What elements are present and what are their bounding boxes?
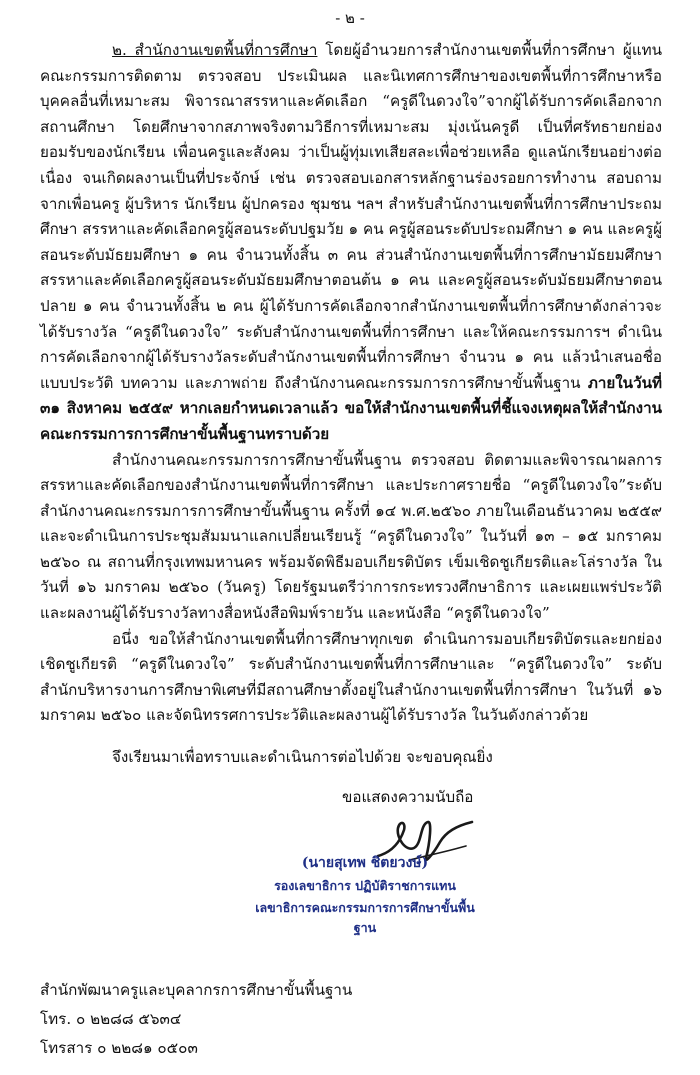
section-body-text: โดยผู้อำนวยการสำนักงานเขตพื้นที่การศึกษา ผู้แทนคณะกรรมการติดตาม ตรวจสอบ ประเมินผล และนิเทศการศึกษาของเขตพื้นที่การศึกษาหรือบุคคลอื่นที่เหมาะสม พิจารณาสรรหาและคัดเลือก “ครูดีในดวงใจ”จากผู้ได้รับการคัดเลือกจากสถานศึกษา โดยศึกษาจากสภาพจริงตามวิธีการที่เหมาะสม มุ่งเน้นครูดี เป็นที่ศรัทธายกย่องยอมรับของนักเรียน เพื่อนครูและสังคม ว่าเป็นผู้ทุ่มเทเสียสละเพื่อช่วยเหลือ ดูแลนักเรียนอย่างต่อเนื่อง จนเกิดผลงานเป็นที่ประจักษ์ เช่น ตรวจสอบเอกสารหลักฐานร่องรอยการทำงาน สอบถามจากเพื่อนครู ผู้บริหาร นักเรียน ผู้ปกครอง ชุมชน ฯลฯ สำหรับสำนักงานเขตพื้นที่การศึกษาประถมศึกษา สรรหาและคัดเลือกครูผู้สอนระดับปฐมวัย ๑ คน ครูผู้สอนระดับประถมศึกษา ๑ คน และครูผู้สอนระดับมัธยมศึกษา ๑ คน จำนวนทั้งสิ้น ๓ คน ส่วนสำนักงานเขตพื้นที่การศึกษามัธยมศึกษา สรรหาและคัดเลือกครูผู้สอนระดับมัธยมศึกษาตอนต้น ๑ คน และครูผู้สอนระดับมัธยมศึกษาตอนปลาย ๑ คน จำนวนทั้งสิ้น ๒ คน ผู้ได้รับการคัดเลือกจากสำนักงานเขตพื้นที่การศึกษาดังกล่าวจะได้รับรางวัล “ครูดีในดวงใจ” ระดับสำนักงานเขตพื้นที่การศึกษา และให้คณะกรรมการฯ ดำเนินการคัดเลือกจากผู้ได้รับรางวัลระดับสำนักงานเขตพื้นที่การศึกษา จำนวน ๑ คน แล้วนำเสนอชื่อ แบบประวัติ บทความ และภาพถ่าย ถึงสำนักงานคณะกรรมการการศึกษาขั้นพื้นฐาน: [40, 41, 663, 392]
footer-office: สำนักพัฒนาครูและบุคลากรการศึกษาขั้นพื้นฐาน: [40, 981, 353, 999]
page-number: - ๒ -: [335, 9, 365, 27]
ceremony-paragraph: อนึ่ง ขอให้สำนักงานเขตพื้นที่การศึกษาทุกเขต ดำเนินการมอบเกียรติบัตรและยกย่องเชิดชูเกียรติ “ครูดีในดวงใจ” ระดับสำนักงานเขตพื้นที่การศึกษาและ “ครูดีในดวงใจ” ระดับสำนักบริหารงานการศึกษาพิเศษที่มีสถานศึกษาตั้งอยู่ในสำนักงานเขตพื้นที่การศึกษา ในวันที่ ๑๖ มกราคม ๒๕๖๐ และจัดนิทรรศการประวัติและผลงานผู้ได้รับรางวัล ในวันดังกล่าวด้วย: [40, 629, 662, 725]
section-2-paragraph: [40, 38, 662, 448]
closing-sentence: จึงเรียนมาเพื่อทราบและดำเนินการต่อไปด้วย จะขอบคุณยิ่ง: [112, 748, 493, 766]
letter-body: [40, 38, 662, 729]
signer-title-line2: เลขาธิการคณะกรรมการการศึกษาขั้นพื้นฐาน: [255, 900, 475, 935]
deadline-notice: ภายในวันที่ ๓๑ สิงหาคม ๒๕๕๙ หากเลยกำหนดเวลาแล้ว ขอให้สำนักงานเขตพื้นที่ชี้แจงเหตุผลให้สำนักงานคณะกรรมการการศึกษาขั้นพื้นฐานทราบด้วย: [40, 373, 662, 443]
section-heading: ๒. สำนักงานเขตพื้นที่การศึกษา: [112, 41, 318, 59]
respectful-closing: ขอแสดงความนับถือ: [342, 788, 474, 806]
signer-title-line1: รองเลขาธิการ ปฏิบัติราชการแทน: [274, 878, 456, 893]
footer-fax: โทรสาร ๐ ๒๒๘๑ ๐๕๐๓: [40, 1039, 198, 1057]
footer-phone: โทร. ๐ ๒๒๘๘ ๕๖๓๔: [40, 1010, 182, 1028]
announcement-paragraph: สำนักงานคณะกรรมการการศึกษาขั้นพื้นฐาน ตรวจสอบ ติดตามและพิจารณาผลการสรรหาและคัดเลือกของสำนักงานเขตพื้นที่การศึกษา และประกาศรายชื่อ “ครูดีในดวงใจ”ระดับสำนักงานคณะกรรมการการศึกษาขั้นพื้นฐาน ครั้งที่ ๑๔ พ.ศ.๒๕๖๐ ภายในเดือนธันวาคม ๒๕๕๙ และจะดำเนินการประชุมสัมมนาแลกเปลี่ยนเรียนรู้ “ครูดีในดวงใจ” ในวันที่ ๑๓ – ๑๕ มกราคม ๒๕๖๐ ณ สถานที่กรุงเทพมหานคร พร้อมจัดพิธีมอบเกียรติบัตร เข็มเชิดชูเกียรติและโล่รางวัล ในวันที่ ๑๖ มกราคม ๒๕๖๐ (วันครู) โดยรัฐมนตรีว่าการกระทรวงศึกษาธิการ และเผยแพร่ประวัติและผลงานผู้ได้รับรางวัลทางสื่อหนังสือพิมพ์รายวัน และหนังสือ “ครูดีในดวงใจ”: [40, 450, 662, 623]
signer-name: (นายสุเทพ ชิตยวงษ์): [301, 855, 429, 871]
